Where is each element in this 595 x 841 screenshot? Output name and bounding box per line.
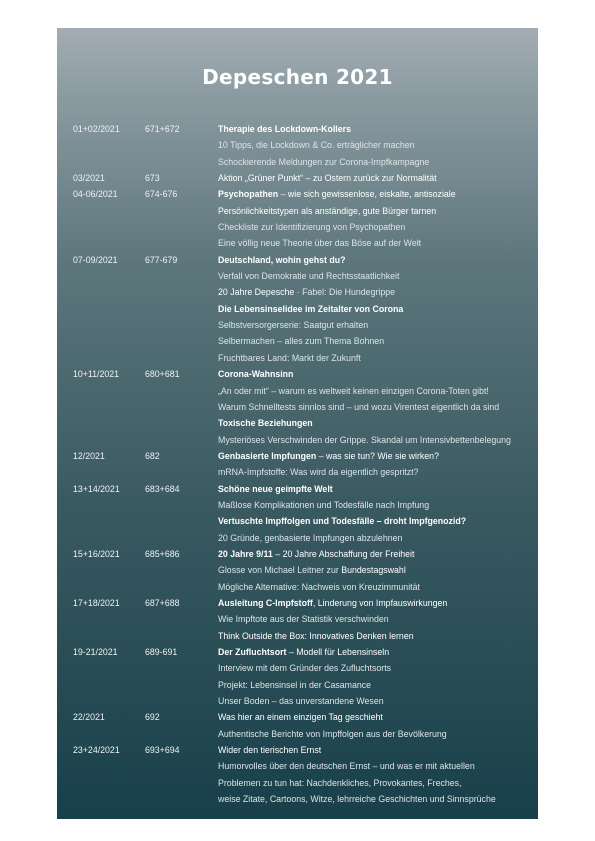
list-item (57, 644, 538, 660)
list-item (57, 137, 538, 153)
issue-date: 22/2021 (73, 712, 105, 723)
issue-topic (218, 530, 402, 546)
list-item (57, 121, 538, 137)
topic-text: Corona-Wahnsinn (218, 369, 294, 380)
topic-text: Der Zufluchtsort (218, 647, 287, 657)
topic-text: Problemen zu tun hat: Nachdenkliches, Provokantes, Freches, (218, 777, 462, 788)
topic-text: Selbstversorgerserie: Saatgut erhalten (218, 320, 369, 331)
list-item (57, 219, 538, 235)
issue-date: 13+14/2021 (73, 483, 120, 494)
list-item (57, 448, 538, 464)
issue-date: 03/2021 (73, 173, 105, 184)
issue-number: 693+694 (145, 745, 180, 756)
list-item (57, 791, 538, 807)
issue-topic (218, 366, 293, 382)
issue-topic (218, 154, 429, 170)
list-item (57, 709, 538, 725)
list-item (57, 284, 538, 300)
list-item (57, 497, 538, 513)
list-item (57, 186, 538, 202)
topic-text: Unser Boden – das unverstandene Wesen (218, 696, 384, 707)
issue-topic (218, 268, 399, 284)
topic-text: – 20 Jahre Abschaffung der Freiheit (272, 548, 415, 559)
issue-topic (218, 546, 414, 562)
list-item (57, 481, 538, 497)
issue-number: 680+681 (145, 369, 180, 380)
topic-text: , Linderung von Impfauswirkungen (312, 597, 448, 608)
topic-text: 10 Tipps, die Lockdown & Co. erträglicher machen (218, 140, 415, 151)
topic-text: Mögliche Alternative: Nachweis von Kreuzimmunität (218, 581, 420, 592)
list-item (57, 726, 538, 742)
issue-date: 19-21/2021 (73, 647, 118, 657)
issue-date: 07-09/2021 (73, 254, 118, 265)
topic-text: Eine völlig neue Theorie über das Böse auf der Welt (218, 238, 422, 249)
issue-topic (218, 252, 346, 268)
topic-text: Checkliste zur Identifizierung von Psychopathen (218, 222, 406, 233)
issue-topic (218, 595, 447, 611)
topic-text: Projekt: Lebensinsel in der Casamance (218, 679, 372, 690)
topic-text: Ausleitung C-Impfstoff (218, 597, 313, 608)
list-item (57, 170, 538, 186)
issue-topic (218, 219, 405, 235)
issue-topic (218, 677, 371, 693)
list-item (57, 350, 538, 366)
issue-topic (218, 709, 383, 725)
list-item (57, 513, 538, 529)
topic-text: Maßlose Komplikationen und Todesfälle nach Impfung (218, 499, 430, 510)
list-item (57, 366, 538, 382)
list-item (57, 317, 538, 333)
contents-panel (57, 28, 538, 819)
list-item (57, 399, 538, 415)
topic-text: Genbasierte Impfungen (218, 450, 317, 461)
list-item (57, 268, 538, 284)
list-item (57, 693, 538, 709)
topic-text: 20 Gründe, genbasierte Impfungen abzulehnen (218, 532, 403, 543)
issue-topic (218, 579, 420, 595)
topic-text: 20 Jahre Depesche (218, 287, 295, 298)
issue-topic (218, 333, 384, 349)
topic-text: Glosse von Michael Leitner zur (218, 565, 342, 576)
topic-text: Schockierende Meldungen zur Corona-Impfkampagne (218, 156, 430, 167)
issue-number: 673 (145, 173, 160, 184)
issue-number: 683+684 (145, 483, 180, 494)
list-item (57, 464, 538, 480)
issue-topic (218, 235, 421, 251)
topic-text: Psychopathen (218, 189, 279, 200)
issue-topic (218, 611, 389, 627)
issue-topic (218, 464, 418, 480)
list-item (57, 611, 538, 627)
issue-topic (218, 693, 384, 709)
issue-topic (218, 742, 321, 758)
issue-number: 692 (145, 712, 160, 723)
issue-topic (218, 415, 313, 431)
issue-topic (218, 497, 429, 513)
list-item (57, 333, 538, 349)
topic-text: Aktion „Grüner Punkt“ – zu Ostern zurück zur Normalität (218, 173, 437, 184)
issue-number: 682 (145, 450, 160, 461)
issue-date: 12/2021 (73, 450, 105, 461)
list-item (57, 758, 538, 774)
topic-text: mRNA-Impfstoffe: Was wird da eigentlich gespritzt? (218, 467, 419, 478)
topic-text: Wider den tierischen Ernst (218, 745, 322, 756)
list-item (57, 203, 538, 219)
list-item (57, 628, 538, 644)
topic-text: Humorvolles über den deutschen Ernst – und was er mit aktuellen (218, 761, 475, 772)
topic-text: Persönlichkeitstypen als anständige, gute Bürger tarnen (218, 205, 437, 216)
topic-text: Warum Schnelltests sinnlos sind – und wozu Virentest eigentlich da sind (218, 401, 500, 412)
issue-number: 685+686 (145, 548, 180, 559)
issue-topic (218, 791, 496, 807)
list-item (57, 154, 538, 170)
issue-date: 17+18/2021 (73, 597, 120, 608)
issue-topic (218, 726, 447, 742)
list-item (57, 432, 538, 448)
list-item (57, 579, 538, 595)
topic-text: weise Zitate, Cartoons, Witze, lehrreiche Geschichten und Sinnsprüche (218, 794, 496, 805)
issue-topic (218, 350, 361, 366)
topic-text: Bundestagswahl (341, 565, 406, 576)
topic-text: Schöne neue geimpfte Welt (218, 483, 333, 494)
list-item (57, 775, 538, 791)
list-item (57, 383, 538, 399)
list-item (57, 301, 538, 317)
issue-topic (218, 284, 395, 300)
issue-topic (218, 317, 368, 333)
issue-topic (218, 399, 499, 415)
issue-number: 674-676 (145, 189, 178, 200)
topic-text: Selbermachen – alles zum Thema Bohnen (218, 336, 385, 347)
topic-text: · Fabel: Die Hundegrippe (294, 287, 396, 298)
issue-number: 677-679 (145, 254, 178, 265)
topic-text: – was sie tun? Wie sie wirken? (316, 450, 439, 461)
topic-text: Deutschland, wohin gehst du? (218, 254, 346, 265)
topic-text: Toxische Beziehungen (218, 418, 313, 429)
topic-text: Vertuschte Impffolgen und Todesfälle – droht Impfgenozid? (218, 516, 467, 527)
issue-topic (218, 562, 406, 578)
issue-topic (218, 775, 462, 791)
topic-text: Was hier an einem einzigen Tag geschieht (218, 712, 383, 723)
issue-topic (218, 170, 437, 186)
issue-topic (218, 644, 389, 660)
issue-topic (218, 121, 351, 137)
issue-topic (218, 186, 456, 202)
issue-date: 10+11/2021 (73, 369, 120, 380)
list-item (57, 595, 538, 611)
issue-topic (218, 448, 439, 464)
topic-text: – Modell für Lebensinseln (286, 647, 390, 657)
issue-topic (218, 203, 436, 219)
topic-text: Think Outside the Box: Innovatives Denken lernen (218, 630, 414, 641)
topic-text: Mysteriöses Verschwinden der Grippe. Skandal um Intensivbettenbelegung (218, 434, 511, 445)
issue-topic (218, 481, 333, 497)
list-item (57, 530, 538, 546)
topic-text: Wie Impftote aus der Statistik verschwinden (218, 614, 389, 625)
issue-number: 687+688 (145, 597, 180, 608)
issue-number: 689-691 (145, 647, 178, 657)
topic-text: 20 Jahre 9/11 (218, 548, 273, 559)
topic-text: – wie sich gewissenlose, eiskalte, antisoziale (278, 189, 456, 200)
issue-number: 671+672 (145, 124, 180, 134)
list-item (57, 677, 538, 693)
issue-list (57, 121, 538, 807)
topic-text: Interview mit dem Gründer des Zufluchtsorts (218, 663, 392, 674)
issue-topic (218, 513, 466, 529)
list-item (57, 252, 538, 268)
issue-topic (218, 758, 475, 774)
list-item (57, 415, 538, 431)
issue-topic (218, 383, 489, 399)
topic-text: Therapie des Lockdown-Kollers (218, 124, 351, 134)
issue-topic (218, 432, 511, 448)
issue-date: 15+16/2021 (73, 548, 120, 559)
issue-date: 04-06/2021 (73, 189, 118, 200)
topic-text: Die Lebensinselidee im Zeitalter von Corona (218, 303, 404, 314)
list-item (57, 235, 538, 251)
issue-topic (218, 301, 403, 317)
list-item (57, 742, 538, 758)
issue-topic (218, 628, 414, 644)
topic-text: Fruchtbares Land: Markt der Zukunft (218, 352, 361, 363)
issue-topic (218, 660, 391, 676)
list-item (57, 562, 538, 578)
issue-date: 01+02/2021 (73, 124, 120, 134)
issue-date: 23+24/2021 (73, 745, 120, 756)
topic-text: „An oder mit“ – warum es weltweit keinen einzigen Corona-Toten gibt! (218, 385, 489, 396)
issue-topic (218, 137, 415, 153)
page-title: Depeschen 2021 (202, 65, 393, 89)
list-item (57, 660, 538, 676)
topic-text: Verfall von Demokratie und Rechtsstaatlichkeit (218, 271, 400, 282)
topic-text: Authentische Berichte von Impffolgen aus der Bevölkerung (218, 728, 447, 739)
list-item (57, 546, 538, 562)
